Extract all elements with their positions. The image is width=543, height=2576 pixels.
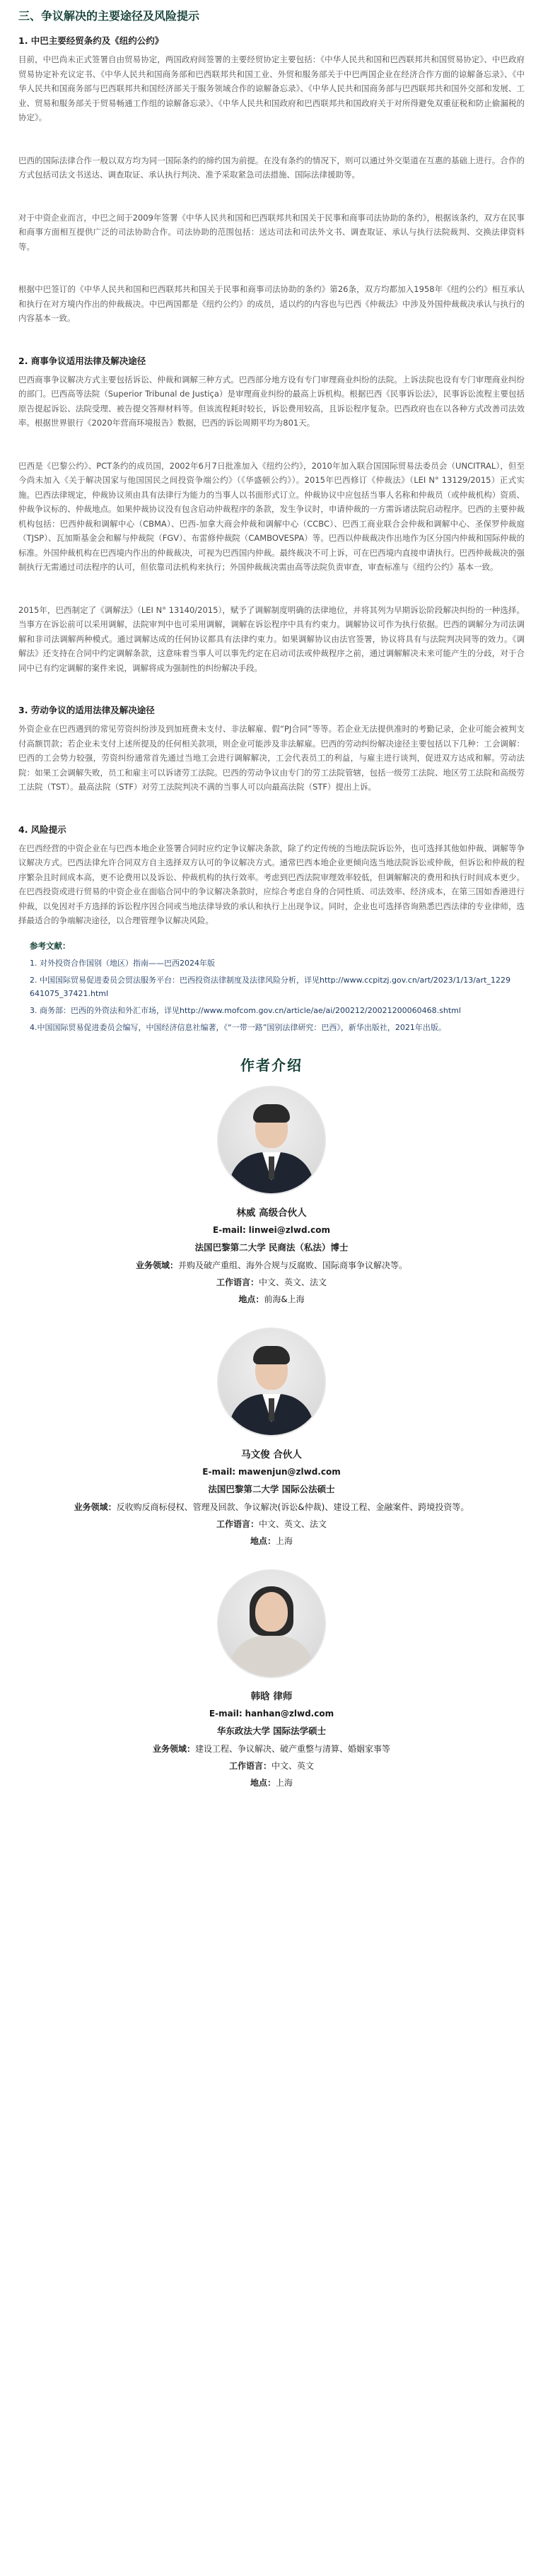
article-body [0,0,543,928]
author-email[interactable]: linwei@zlwd.com [248,1224,330,1235]
subsection-title-2: 2. 商事争议适用法律及解决途径 [18,355,146,366]
author-email-line [74,1222,469,1239]
author-education: 法国巴黎第二大学 国际公法硕士 [208,1483,335,1494]
location: 上海 [276,1535,293,1546]
author-location-line [74,1774,469,1791]
authors-title: 作者介绍 [240,1056,303,1074]
paragraph: 对于中资企业而言，中巴之间于2009年签署《中华人民共和国和巴西联邦共和国关于民事和商事司法协助的条约》，根据该条约，双方在民事和商事方面相互提供广泛的司法协助合作。司法协助的范围包括：送达司法和司法外文书、调查取证、承认与执行法院裁判、交换法律资料等。 [18,212,525,252]
author-profile [0,1328,543,1550]
languages: 中文、英文 [272,1760,315,1771]
practice-label: 业务领域： [135,1260,178,1270]
author-practice-line [74,1740,469,1757]
email-label: E-mail: [213,1224,246,1235]
author-language-line [74,1516,469,1533]
author-language-line [74,1274,469,1291]
location-label: 地点： [238,1294,264,1304]
practice-label: 业务领域： [74,1501,117,1512]
subsection-title-3: 3. 劳动争议的适用法律及解决途径 [18,705,155,715]
author-education: 华东政法大学 国际法学硕士 [216,1725,327,1736]
location-label: 地点： [250,1535,276,1546]
avatar [217,1328,326,1436]
section-heading: 三、争议解决的主要途径及风险提示 [18,9,200,23]
reference-item[interactable]: 3. 商务部：巴西的外资法和外汇市场，详见http://www.mofcom.gov.cn/article/ae/ai/200212/20021200060468.shtml [30,1005,461,1015]
reference-item[interactable]: 2. 中国国际贸易促进委员会贸法服务平台：巴西投资法律制度及法律风险分析，详见http://www.ccpitzj.gov.cn/art/2023/1/13/art_1229641075_37421.html [30,975,510,998]
author-email-line [74,1705,469,1722]
avatar [217,1086,326,1195]
author-email[interactable]: mawenjun@zlwd.com [238,1466,341,1477]
subsection-title-1: 1. 中巴主要经贸条约及《纽约公约》 [18,35,164,46]
location: 上海 [276,1777,293,1788]
author-email-line [74,1463,469,1480]
author-practice-line [74,1499,469,1516]
reference-item: 1. 对外投资合作国别（地区）指南——巴西2024年版 [30,958,215,968]
author-language-line [74,1757,469,1774]
subsection-title-4: 4. 风险提示 [18,824,66,835]
paragraph: 巴西商事争议解决方式主要包括诉讼、仲裁和调解三种方式。巴西部分地方设有专门审理商业纠纷的法院。上诉法院也设有专门审理商业纠纷的部门。巴西高等法院（Superior Tribunal de Justiça）是审理商业纠纷的最高上诉机构。根据巴西《民事诉讼法》，民事诉讼流程主要包括原告提起诉讼、法院受理、被告提交答辩材料等。但该流程耗时较长，诉讼费用较高，且诉讼程序复杂。巴西政府也在以各种方式改善司法效率。根据世界银行《2020年营商环境报告》数据，巴西的诉讼周期平均为801天。 [18,374,525,428]
author-location-line [74,1533,469,1550]
paragraph: 外资企业在巴西遇到的常见劳资纠纷涉及到加班费未支付、非法解雇、假“PJ合同”等等。若企业无法提供准时的考勤记录，企业可能会被判支付高额罚款；若企业未支付上述所提及的任何相关款项，则企业可能涉及非法解雇。巴西的劳动纠纷解决途径主要包括以下几种：工会调解：巴西的工会势力较强，劳资纠纷通常首先通过当地工会进行调解解决，工会代表员工的利益，与雇主进行谈判，促进双方达成和解。劳动法院：如果工会调解失败，员工和雇主可以诉诸劳工法院。巴西的劳动争议由专门的劳工法院管辖，包括一级劳工法院、地区劳工法院和高级劳工法院（TST）。最高法院（STF）对劳工法院判决不满的当事人可以向最高法院（STF）提出上诉。 [18,724,525,792]
author-location-line [74,1291,469,1308]
author-name: 韩晗 律师 [250,1690,293,1702]
practice-areas: 建设工程、争议解决、破产重整与清算、婚姻家事等 [195,1743,391,1754]
author-name: 林威 高级合伙人 [236,1207,307,1219]
email-label: E-mail: [209,1708,243,1719]
location: 前海&上海 [264,1294,305,1304]
reference-item: 4.中国国际贸易促进委员会编写，中国经济信息社编著，《“一带一路”国别法律研究：巴西》，新华出版社，2021年出版。 [30,1022,446,1032]
references [30,938,513,1034]
language-label: 工作语言： [228,1760,272,1771]
practice-areas: 反收购反商标侵权、管理及回款、争议解决(诉讼&仲裁)、建设工程、金融案件、跨境投资等。 [116,1501,469,1512]
author-email[interactable]: hanhan@zlwd.com [245,1708,334,1719]
language-label: 工作语言： [216,1277,259,1287]
author-profile [0,1086,543,1308]
paragraph: 在巴西经营的中资企业在与巴西本地企业签署合同时应约定争议解决条款，除了约定传统的当地法院诉讼外，也可选择其他如仲裁、调解等争议解决方式。巴西法律允许合同双方自主选择双方认可的争议解决方式。通常巴西本地企业更倾向选当地法院诉讼或仲裁，但诉讼和仲裁的程序繁杂且时间成本高，更不论费用以及诉讼、仲裁机构的执行效率。考虑到巴西法院审理效率较低，但调解解决的费用和执行时间成本更少。在巴西投资或进行贸易的中资企业在面临合同中的争议解决条款时，应综合考虑自身的合同性质、司法效率、经济成本，在第三国如香港进行仲裁，以免因对手方选择的诉讼程序因合同或当地法律导致的承认和执行上出现争议。同时，企业也可选择咨询熟悉巴西法律的专业律师，选择最适合的争端解决途径，以合理管理争议解决风险。 [18,843,525,925]
paragraph: 巴西是《巴黎公约》、PCT条约的成员国，2002年6月7日批准加入《纽约公约》，2010年加入联合国国际贸易法委员会（UNCITRAL），但至今尚未加入《关于解决国家与他国国民之间投资争端公约》（《华盛顿公约》）。2015年巴西修订《仲裁法》（LEI N° 13129/2015）正式实施。巴西法律规定，仲裁协议须由具有法律行为能力的当事人以书面形式订立。仲裁协议中应包括当事人名称和仲裁员（或仲裁机构）资质、仲裁争议标的、仲裁地点。如果仲裁协议没有包含启动仲裁程序的条款，发生争议时，申请仲裁的一方需诉诸法院启动程序。巴西的主要仲裁机构包括：巴西仲裁和调解中心（CBMA）、巴西-加拿大商会仲裁和调解中心（CCBC）、巴西工商业联合会仲裁和调解中心、圣保罗仲裁庭（TJSP）、瓦加斯基金会和解与仲裁院（FGV）、布雷修仲裁院（CAMBOVESPA）等。巴西以仲裁裁决作出地作为区分国内仲裁和国际仲裁的标准。外国仲裁机构在巴西境内作出的仲裁裁决，可视为巴西国内仲裁。最终裁决不可上诉，可在巴西境内直接申请执行。巴西仲裁裁决的强制执行无需通过司法程序的认可，但依靠司法机构来执行；外国仲裁裁决需由高等法院负责审查，审查标准与《纽约公约》基本一致。 [18,460,525,572]
practice-areas: 并购及破产重组、海外合规与反腐败、国际商事争议解决等。 [178,1260,408,1270]
paragraph: 巴西的国际法律合作一般以双方均为同一国际条约的缔约国为前提。在没有条约的情况下，则可以通过外交渠道在互惠的基础上进行。合作的方式包括司法文书送达、调查取证、承认执行判决、准予采取紧急司法措施、国际法律援助等。 [18,155,525,180]
author-name: 马文俊 合伙人 [241,1448,302,1460]
paragraph: 目前，中巴尚未正式签署自由贸易协定，两国政府间签署的主要经贸协定主要包括：《中华人民共和国和巴西联邦共和国贸易协定》、中巴政府贸易协定补充议定书、《中华人民共和国商务部和巴西联邦共和国工业、外贸和服务部关于中巴两国企业在经济合作方面的谅解备忘录》、《中华人民共和国商务部与巴西联邦共和国经济部关于服务领域合作的谅解备忘录》、《中华人民共和国商务部与巴西联邦共和国外交部和发展、工业、贸易和服务部关于贸易畅通工作组的谅解备忘录》、《中华人民共和国政府和巴西联邦共和国政府关于对所得避免双重征税和防止偷漏税的协定》。 [18,54,525,122]
references-title: 参考文献： [30,940,71,951]
author-practice-line [74,1257,469,1274]
email-label: E-mail: [202,1466,236,1477]
language-label: 工作语言： [216,1518,259,1529]
paragraph: 根据中巴签订的《中华人民共和国和巴西联邦共和国关于民事和商事司法协助的条约》第26条，双方均都加入1958年《纽约公约》相互承认和执行在对方境内作出的仲裁裁决。中巴两国都是《纽约公约》的成员，适以约的内容也与巴西《仲裁法》中涉及外国仲裁裁决承认与执行的内容基本一致。 [18,284,525,323]
avatar [217,1569,326,1678]
paragraph: 2015年，巴西制定了《调解法》（LEI N° 13140/2015），赋予了调解制度明确的法律地位，并将其列为早期诉讼阶段解决纠纷的一种选择。当事方在诉讼前可以采用调解，法院审判中也可采用调解，调解在诉讼程序中具有约束力。调解协议可作为执行依据。巴西的调解分为司法调解和非司法调解两种模式。通过调解达成的任何协议都具有法律约束力。如果调解协议由法官签署，协议将具有与法院判决同等的效力。《调解法》还支持在合同中约定调解条款，这意味着当事人可以事先约定在启动司法或仲裁程序之前，通过调解解决未来可能产生的分歧，对于合同中已有约定调解的案件来说，调解将成为强制性的纠纷解决手段。 [18,604,525,673]
location-label: 地点： [250,1777,276,1788]
languages: 中文、英文、法文 [259,1518,327,1529]
languages: 中文、英文、法文 [259,1277,327,1287]
author-profile [0,1569,543,1791]
author-education: 法国巴黎第二大学 民商法（私法）博士 [194,1241,349,1253]
practice-label: 业务领域： [152,1743,195,1754]
